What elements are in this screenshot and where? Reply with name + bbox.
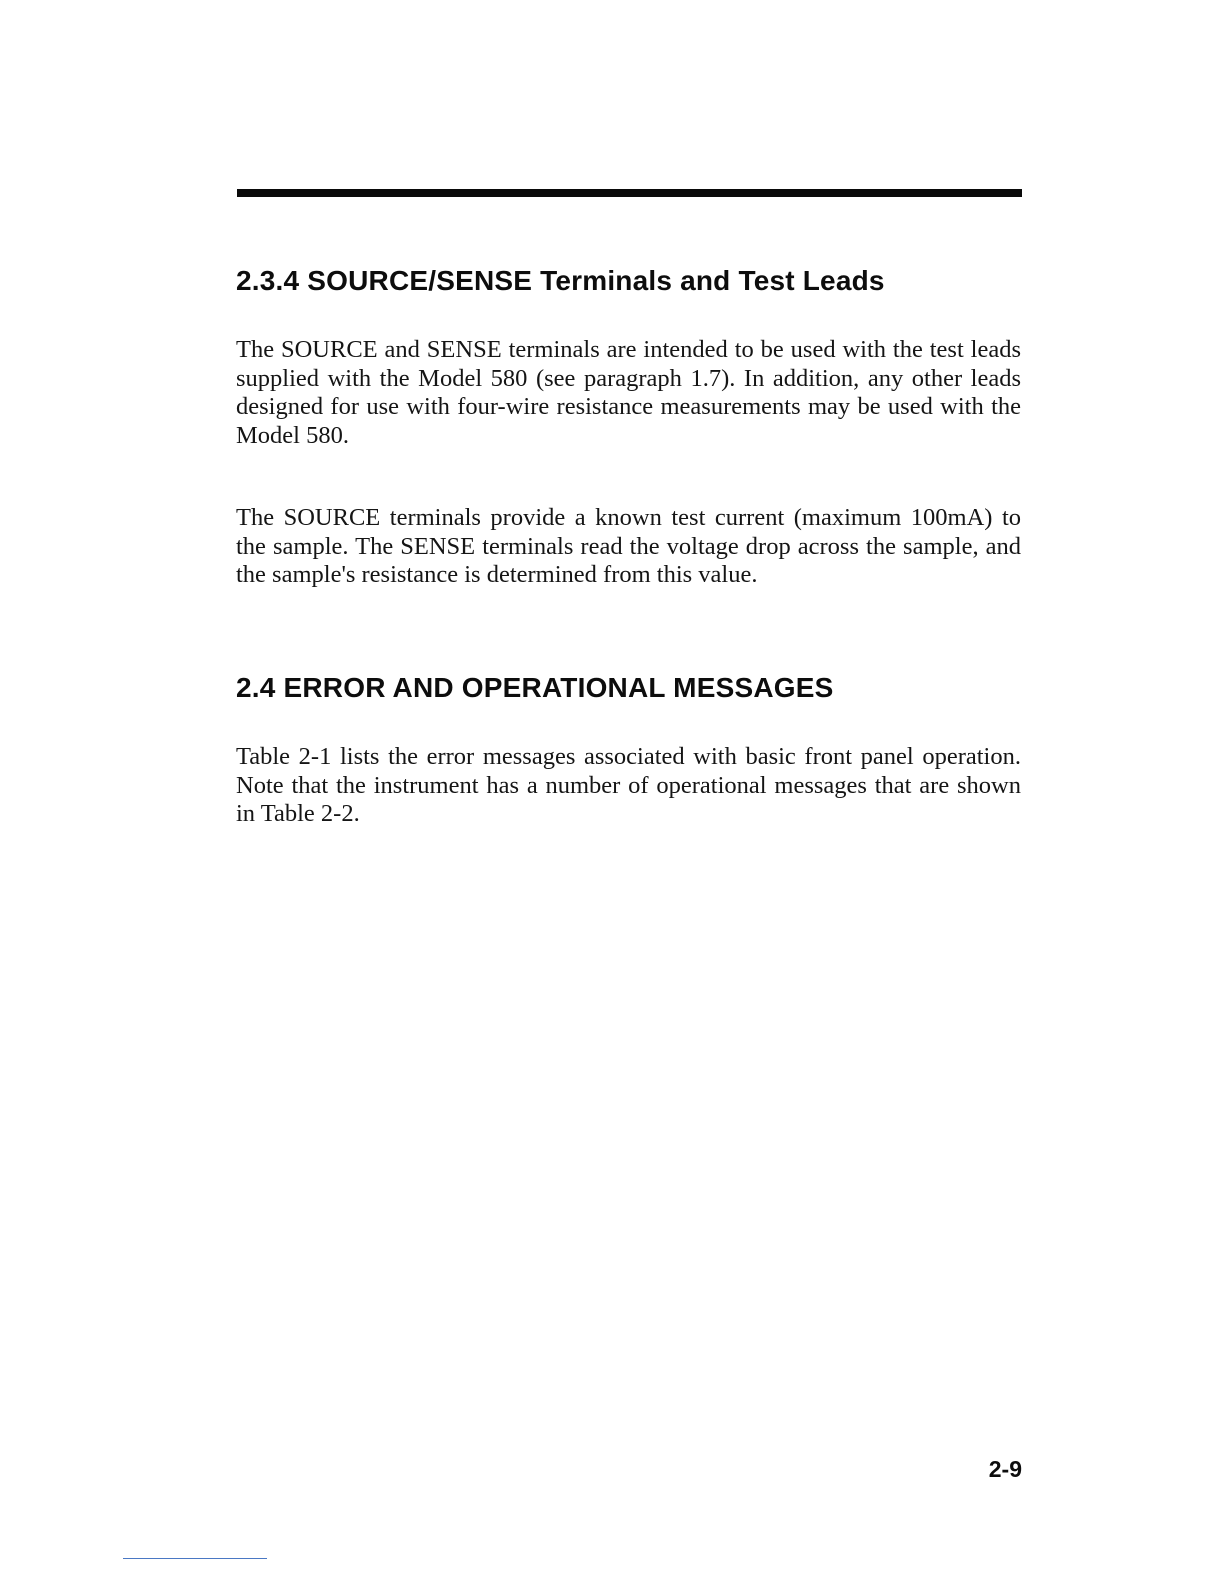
paragraph-source-terminals: The SOURCE terminals provide a known test current (maximum 100mA) to the sample. The SENSE terminals read the voltage drop across the sample, and the sample's resistance is determined from this value. — [236, 504, 1021, 588]
footer-rule — [123, 1558, 267, 1559]
section-heading-2-3-4: 2.3.4 SOURCE/SENSE Terminals and Test Leads — [236, 265, 885, 296]
section-heading-2-4: 2.4 ERROR AND OPERATIONAL MESSAGES — [236, 672, 834, 703]
paragraph-error-messages: Table 2-1 lists the error messages associated with basic front panel operation. Note that the instrument has a number of operational messages that are shown in Table 2-2. — [236, 743, 1021, 827]
paragraph-test-leads: The SOURCE and SENSE terminals are intended to be used with the test leads supplied with the Model 580 (see paragraph 1.7). In addition, any other leads designed for use with four-wire resistance measurements may be used with the Model 580. — [236, 336, 1021, 449]
page-number: 2-9 — [988, 1456, 1022, 1482]
top-rule — [237, 189, 1022, 197]
